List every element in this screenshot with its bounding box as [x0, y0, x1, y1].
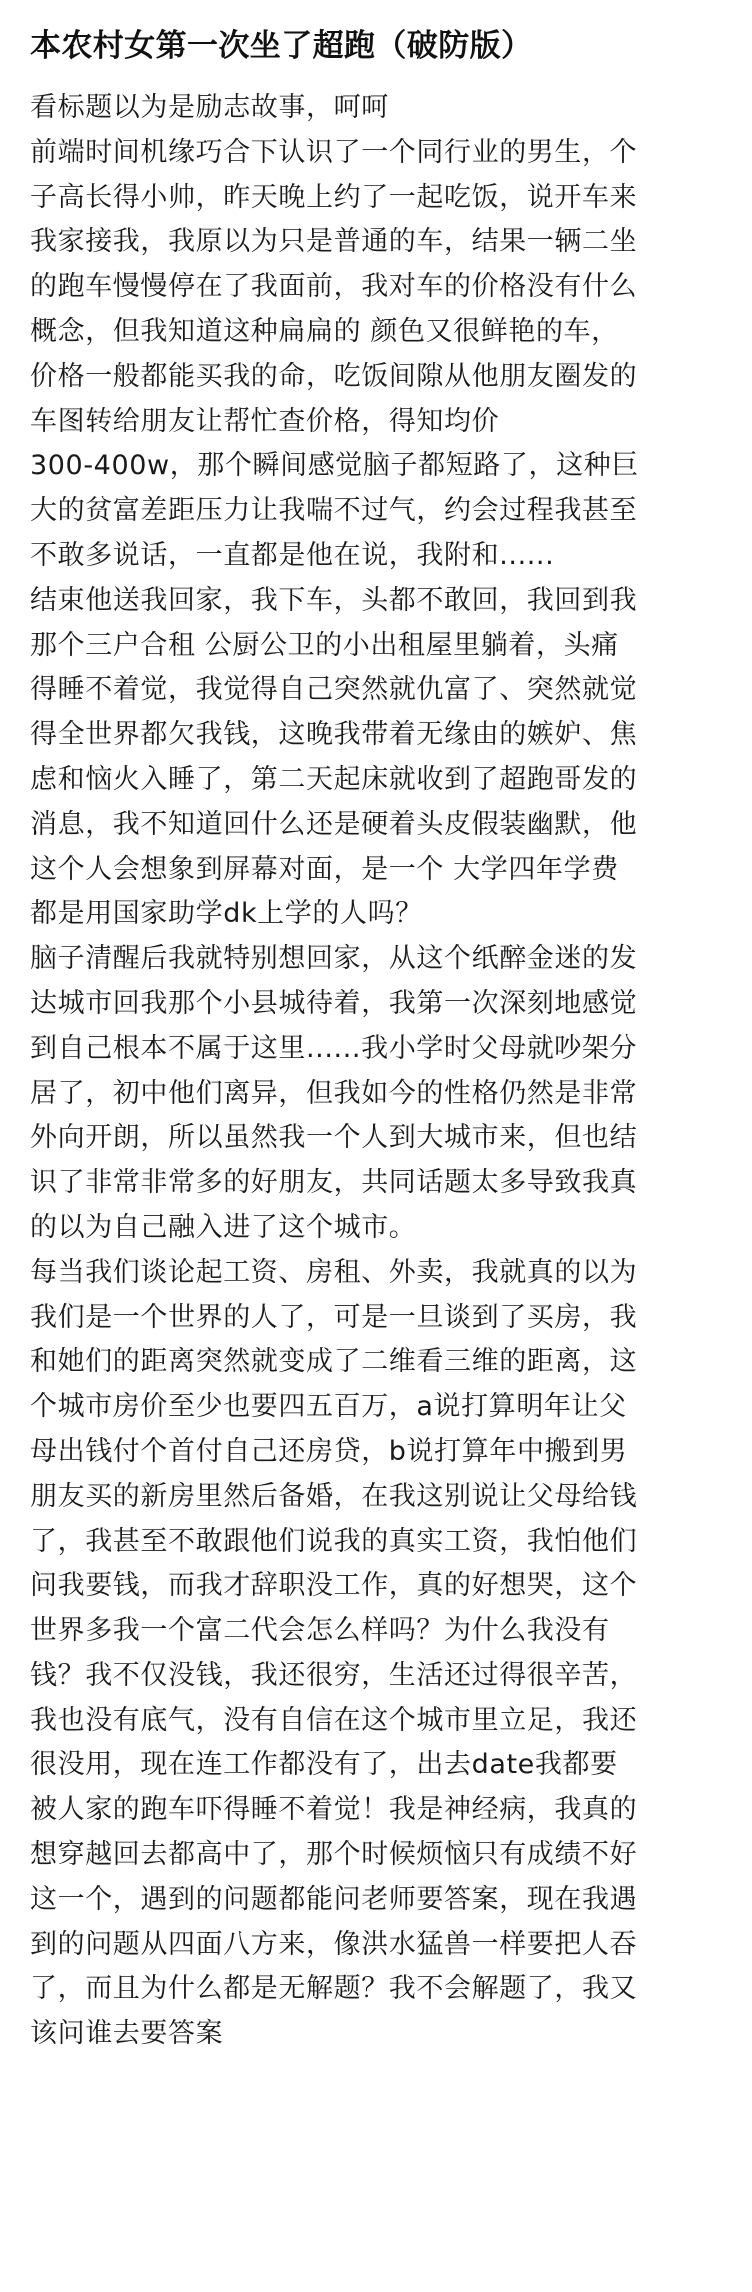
post-line: 都是用国家助学dk上学的人吗？: [30, 898, 423, 930]
post-line: 个城市房价至少也要四五百万，a说打算明年让父: [30, 1391, 627, 1423]
post-line: 概念，但我知道这种扁扁的 颜色又很鲜艳的车，: [30, 315, 619, 347]
post-line: 这个人会想象到屏幕对面，是一个 大学四年学费: [30, 853, 619, 885]
post-line: 300-400w，那个瞬间感觉脑子都短路了，这种巨: [30, 450, 639, 482]
post-line: 子高长得小帅，昨天晚上约了一起吃饭，说开车来: [30, 181, 638, 213]
post-line: 问我要钱，而我才辞职没工作，真的好想哭，这个: [30, 1570, 638, 1602]
post-line: 每当我们谈论起工资、房租、外卖，我就真的以为: [30, 1256, 638, 1288]
post-line: 的以为自己融入进了这个城市。: [30, 1211, 417, 1243]
post-line: 得全世界都欠我钱，这晚我带着无缘由的嫉妒、焦: [30, 719, 638, 751]
post-line: 被人家的跑车吓得睡不着觉！我是神经病，我真的: [30, 1794, 638, 1826]
post-line: 居了，初中他们离异，但我如今的性格仍然是非常: [30, 1077, 638, 1109]
post-line: 到的问题从四面八方来，像洪水猛兽一样要把人吞: [30, 1928, 638, 1960]
post-line: 那个三户合租 公厨公卫的小出租屋里躺着，头痛: [30, 629, 619, 661]
post-line: 到自己根本不属于这里......我小学时父母就吵架分: [30, 1032, 638, 1064]
post-line: 我们是一个世界的人了，可是一旦谈到了买房，我: [30, 1301, 638, 1333]
post-line: 这一个，遇到的问题都能问老师要答案，现在我遇: [30, 1883, 638, 1915]
post-line: 达城市回我那个小县城待着，我第一次深刻地感觉: [30, 987, 638, 1019]
post-line: 价格一般都能买我的命，吃饭间隙从他朋友圈发的: [30, 360, 638, 392]
post-line: 结束他送我回家，我下车，头都不敢回，我回到我: [30, 584, 638, 616]
post-line: 母出钱付个首付自己还房贷，b说打算年中搬到男: [30, 1435, 628, 1467]
post-line: 消息，我不知道回什么还是硬着头皮假装幽默，他: [30, 808, 638, 840]
post-line: 大的贫富差距压力让我喘不过气，约会过程我甚至: [30, 495, 638, 527]
post-line: 不敢多说话，一直都是他在说，我附和......: [30, 539, 555, 571]
post-line: 前端时间机缘巧合下认识了一个同行业的男生，个: [30, 136, 638, 168]
post-line: 脑子清醒后我就特别想回家，从这个纸醉金迷的发: [30, 943, 638, 975]
post-line: 看标题以为是励志故事，呵呵: [30, 92, 389, 123]
post-line: 很没用，现在连工作都没有了，出去date我都要: [30, 1749, 618, 1781]
post-line: 外向开朗，所以虽然我一个人到大城市来，但也结: [30, 1122, 638, 1154]
post-line: 我家接我，我原以为只是普通的车，结果一辆二坐: [30, 226, 638, 258]
post-line: 了，我甚至不敢跟他们说我的真实工资，我怕他们: [30, 1525, 638, 1557]
post-line: 识了非常非常多的好朋友，共同话题太多导致我真: [30, 1167, 638, 1199]
post-line: 该问谁去要答案: [30, 2018, 224, 2050]
post-line: 想穿越回去都高中了，那个时候烦恼只有成绩不好: [30, 1839, 638, 1871]
post-line: 了，而且为什么都是无解题？我不会解题了，我又: [30, 1973, 638, 2005]
post-body: [30, 86, 722, 2057]
post-line: 的跑车慢慢停在了我面前，我对车的价格没有什么: [30, 271, 638, 303]
post-title: 本农村女第一次坐了超跑（破防版）: [30, 28, 533, 64]
post-line: 虑和恼火入睡了，第二天起床就收到了超跑哥发的: [30, 763, 638, 795]
post-line: 车图转给朋友让帮忙查价格，得知均价: [30, 405, 500, 437]
post-line: 钱？我不仅没钱，我还很穷，生活还过得很辛苦，: [30, 1659, 638, 1691]
post-line: 我也没有底气，没有自信在这个城市里立足，我还: [30, 1704, 638, 1736]
post-line: 世界多我一个富二代会怎么样吗？为什么我没有: [30, 1615, 610, 1647]
post-line: 和她们的距离突然就变成了二维看三维的距离，这: [30, 1346, 638, 1378]
post-line: 得睡不着觉，我觉得自己突然就仇富了、突然就觉: [30, 674, 638, 706]
post-line: 朋友买的新房里然后备婚，在我这别说让父母给钱: [30, 1480, 638, 1512]
